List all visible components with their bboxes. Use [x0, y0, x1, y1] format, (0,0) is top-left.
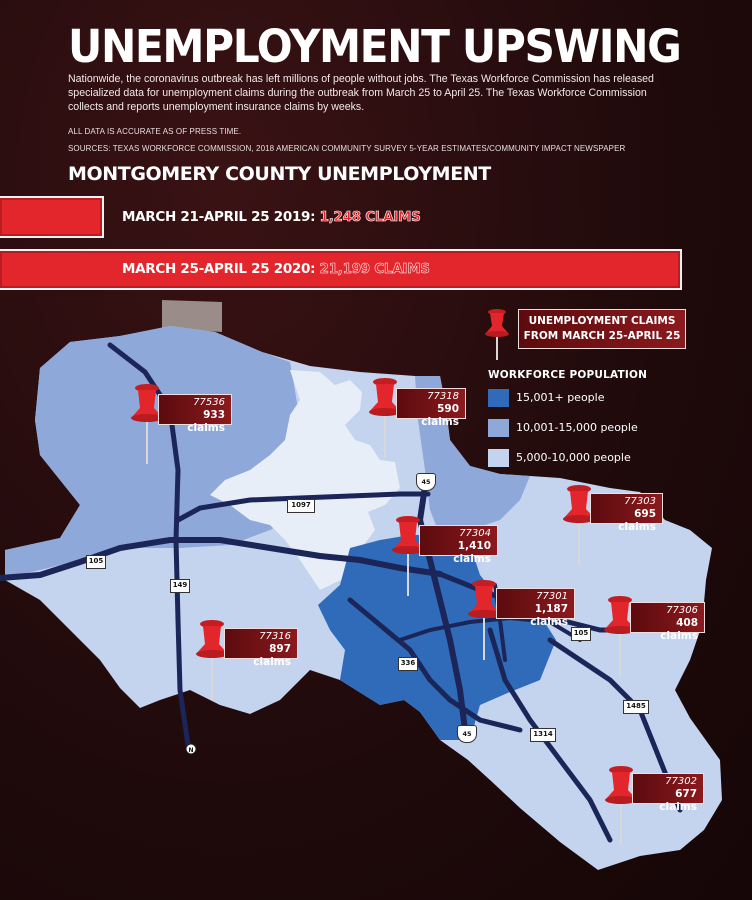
legend-swatch-high	[488, 389, 509, 407]
claims-77302: 677 claims	[659, 788, 697, 813]
pin-label-77318	[396, 388, 466, 428]
legend-swatch-mid	[488, 419, 509, 437]
interstate-shield-45-south: 45	[457, 725, 477, 743]
claims-77304: 1,410 claims	[453, 540, 491, 565]
claims-count-2019: 1,248 CLAIMS	[319, 209, 421, 225]
page-title: UNEMPLOYMENT UPSWING	[68, 20, 681, 73]
legend-pin-box	[518, 309, 686, 349]
road-shield-336: 336	[398, 657, 418, 671]
north-label: N	[188, 747, 194, 754]
legend-label-high: 15,001+ people	[516, 391, 605, 404]
claims-77301: 1,187 claims	[530, 603, 568, 628]
legend-swatch-low	[488, 449, 509, 467]
claims-77536: 933 claims	[187, 409, 225, 434]
accuracy-note: ALL DATA IS ACCURATE AS OF PRESS TIME.	[68, 127, 242, 136]
interstate-shield-45-north: 45	[416, 473, 436, 491]
zip-77301: 77301	[536, 591, 568, 602]
zip-77318: 77318	[427, 391, 459, 402]
road-shield-1314: 1314	[530, 728, 556, 742]
zip-77316: 77316	[259, 631, 291, 642]
legend-pin-line1: UNEMPLOYMENT CLAIMS	[528, 315, 676, 327]
road-shield-1097: 1097	[287, 499, 315, 513]
pin-label-77302	[632, 773, 704, 813]
pin-label-77536	[158, 394, 232, 434]
pin-label-77316	[224, 628, 298, 668]
claims-77303: 695 claims	[618, 508, 656, 533]
zip-77536: 77536	[193, 397, 225, 408]
period-2020: MARCH 25-APRIL 25 2020:	[122, 261, 316, 277]
zip-77304: 77304	[459, 528, 491, 539]
section-subhead: MONTGOMERY COUNTY UNEMPLOYMENT	[68, 163, 491, 185]
claims-77318: 590 claims	[421, 403, 459, 428]
legend-pin-icon	[485, 309, 509, 360]
legend-title: WORKFORCE POPULATION	[488, 369, 648, 381]
road-shield-105-west: 105	[86, 555, 106, 569]
intro-paragraph: Nationwide, the coronavirus outbreak has left millions of people without jobs. The Texas Workforce Commission has released specialized data for unemployment claims during the outbreak from March 25 to April 25. The Texas Workforce Commission collects and reports unemployment insurance claims by weeks.	[68, 73, 654, 113]
claims-77306: 408 claims	[660, 617, 698, 642]
road-shield-149: 149	[170, 579, 190, 593]
period-2019: MARCH 21-APRIL 25 2019:	[122, 209, 316, 225]
pin-label-77303	[590, 493, 663, 533]
legend-label-mid: 10,001-15,000 people	[516, 421, 638, 434]
road-shield-105-east: 105	[571, 627, 591, 641]
sources-line: SOURCES: TEXAS WORKFORCE COMMISSION, 2018 AMERICAN COMMUNITY SURVEY 5-YEAR ESTIMATES/COMMUNITY IMPACT NEWSPAPER	[68, 144, 626, 153]
claims-77316: 897 claims	[253, 643, 291, 668]
claims-count-2020: 21,199 CLAIMS	[319, 261, 430, 277]
zip-77306: 77306	[666, 605, 698, 616]
pin-label-77306	[630, 602, 705, 642]
pin-label-77304	[419, 525, 498, 565]
zip-77302: 77302	[665, 776, 697, 787]
zip-77303: 77303	[624, 496, 656, 507]
legend-pin-line2: FROM MARCH 25-APRIL 25	[523, 330, 681, 342]
legend-label-low: 5,000-10,000 people	[516, 451, 631, 464]
road-shield-1485: 1485	[623, 700, 649, 714]
pin-label-77301	[496, 588, 575, 628]
